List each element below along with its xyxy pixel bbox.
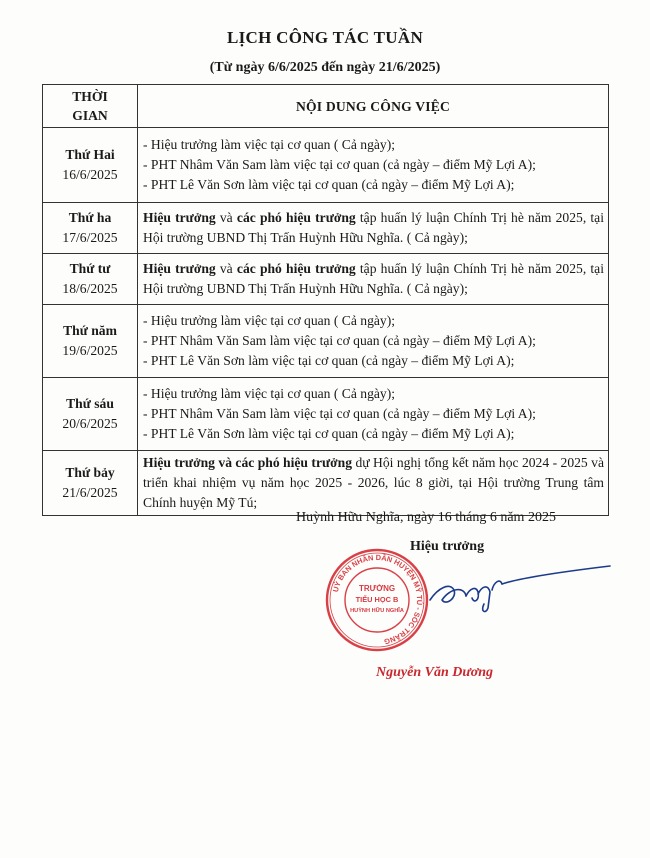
- stamp-line2: TIỂU HỌC B: [355, 595, 399, 604]
- document-title: LỊCH CÔNG TÁC TUẦN: [226, 28, 424, 47]
- task-line: - Hiệu trưởng làm việc tại cơ quan ( Cả ngày);: [143, 386, 396, 401]
- day-cell: [43, 203, 138, 254]
- column-header-content: NỘI DUNG CÔNG VIỆC: [138, 85, 609, 128]
- task-subject-principal: Hiệu trưởng: [143, 261, 216, 276]
- task-conjunction: và: [215, 261, 237, 276]
- task-subject-principal: Hiệu trưởng: [143, 210, 216, 225]
- task-line: - Hiệu trưởng làm việc tại cơ quan ( Cả ngày);: [143, 313, 396, 328]
- day-name: Thứ sáu: [66, 396, 114, 411]
- task-conjunction: và: [215, 210, 237, 225]
- task-line: - Hiệu trưởng làm việc tại cơ quan ( Cả ngày);: [143, 137, 396, 152]
- task-description: tập huấn lý luận Chính Trị hè năm 2025, tại Hội trường UBND Thị Trấn Huỳnh Hữu Nghĩa. ( Cả ngày);: [143, 210, 604, 245]
- day-name: Thứ năm: [63, 323, 117, 338]
- day-name: Thứ Hai: [65, 147, 115, 162]
- stamp-line3: HUỲNH HỮU NGHĨA: [350, 608, 404, 614]
- signer-title: Hiệu trưởng: [410, 539, 485, 554]
- day-cell: [43, 128, 138, 203]
- column-header-time-line2: GIAN: [72, 108, 108, 123]
- task-subject-leadership: Hiệu trưởng và các phó hiệu trưởng: [143, 455, 353, 470]
- handwritten-signature: [420, 560, 620, 620]
- task-cell: [138, 451, 609, 516]
- document-subtitle: (Từ ngày 6/6/2025 đến ngày 21/6/2025): [209, 60, 441, 75]
- column-header-time: [43, 85, 138, 128]
- official-stamp: [325, 548, 429, 652]
- task-cell: [138, 378, 609, 451]
- day-cell: [43, 254, 138, 305]
- task-cell: [138, 254, 609, 305]
- day-name: Thứ tư: [69, 261, 111, 276]
- day-name: Thứ ha: [68, 210, 112, 225]
- signer-name: Nguyễn Văn Dương: [376, 665, 494, 680]
- day-date: 17/6/2025: [62, 230, 118, 245]
- task-cell: [138, 305, 609, 378]
- task-subject-vice-principals: các phó hiệu trưởng: [236, 210, 356, 225]
- stamp-line1: TRƯỜNG: [358, 584, 396, 593]
- place-date: Huỳnh Hữu Nghĩa, ngày 16 tháng 6 năm 2025: [296, 510, 556, 525]
- day-date: 16/6/2025: [62, 167, 118, 182]
- table-row: [43, 305, 609, 378]
- day-date: 19/6/2025: [62, 343, 118, 358]
- task-description: tập huấn lý luận Chính Trị hè năm 2025, tại Hội trường UBND Thị Trấn Huỳnh Hữu Nghĩa. ( Cả ngày);: [143, 261, 604, 296]
- schedule-table: [42, 84, 609, 516]
- day-date: 21/6/2025: [62, 485, 118, 500]
- day-date: 20/6/2025: [62, 416, 118, 431]
- task-line: - PHT Lê Văn Sơn làm việc tại cơ quan (cả ngày – điểm Mỹ Lợi A);: [143, 426, 515, 441]
- table-row: [43, 451, 609, 516]
- table-header-row: [43, 85, 609, 128]
- task-line: - PHT Lê Văn Sơn làm việc tại cơ quan (cả ngày – điểm Mỹ Lợi A);: [143, 353, 515, 368]
- table-row: [43, 203, 609, 254]
- day-cell: [43, 378, 138, 451]
- day-cell: [43, 305, 138, 378]
- task-line: - PHT Lê Văn Sơn làm việc tại cơ quan (cả ngày – điểm Mỹ Lợi A);: [143, 177, 515, 192]
- day-name: Thứ bảy: [65, 465, 115, 480]
- day-date: 18/6/2025: [62, 281, 118, 296]
- table-row: [43, 128, 609, 203]
- task-description: dự Hội nghị tổng kết năm học 2024 - 2025 và triển khai nhiệm vụ năm học 2025 - 2026, lúc 8 giời, tại Hội trường Trung tâm Chính huyện Mỹ Tú;: [143, 455, 604, 510]
- column-header-time-line1: THỜI: [72, 89, 108, 104]
- stamp-ring-text: UỶ BAN NHÂN DÂN HUYỆN MỸ TÚ - SÓC TRĂNG: [330, 552, 425, 647]
- table-row: [43, 378, 609, 451]
- task-line: - PHT Nhâm Văn Sam làm việc tại cơ quan (cả ngày – điểm Mỹ Lợi A);: [143, 333, 536, 348]
- table-row: [43, 254, 609, 305]
- task-cell: [138, 128, 609, 203]
- task-line: - PHT Nhâm Văn Sam làm việc tại cơ quan (cả ngày – điểm Mỹ Lợi A);: [143, 157, 536, 172]
- task-line: - PHT Nhâm Văn Sam làm việc tại cơ quan (cả ngày – điểm Mỹ Lợi A);: [143, 406, 536, 421]
- task-subject-vice-principals: các phó hiệu trưởng: [236, 261, 356, 276]
- task-cell: [138, 203, 609, 254]
- day-cell: [43, 451, 138, 516]
